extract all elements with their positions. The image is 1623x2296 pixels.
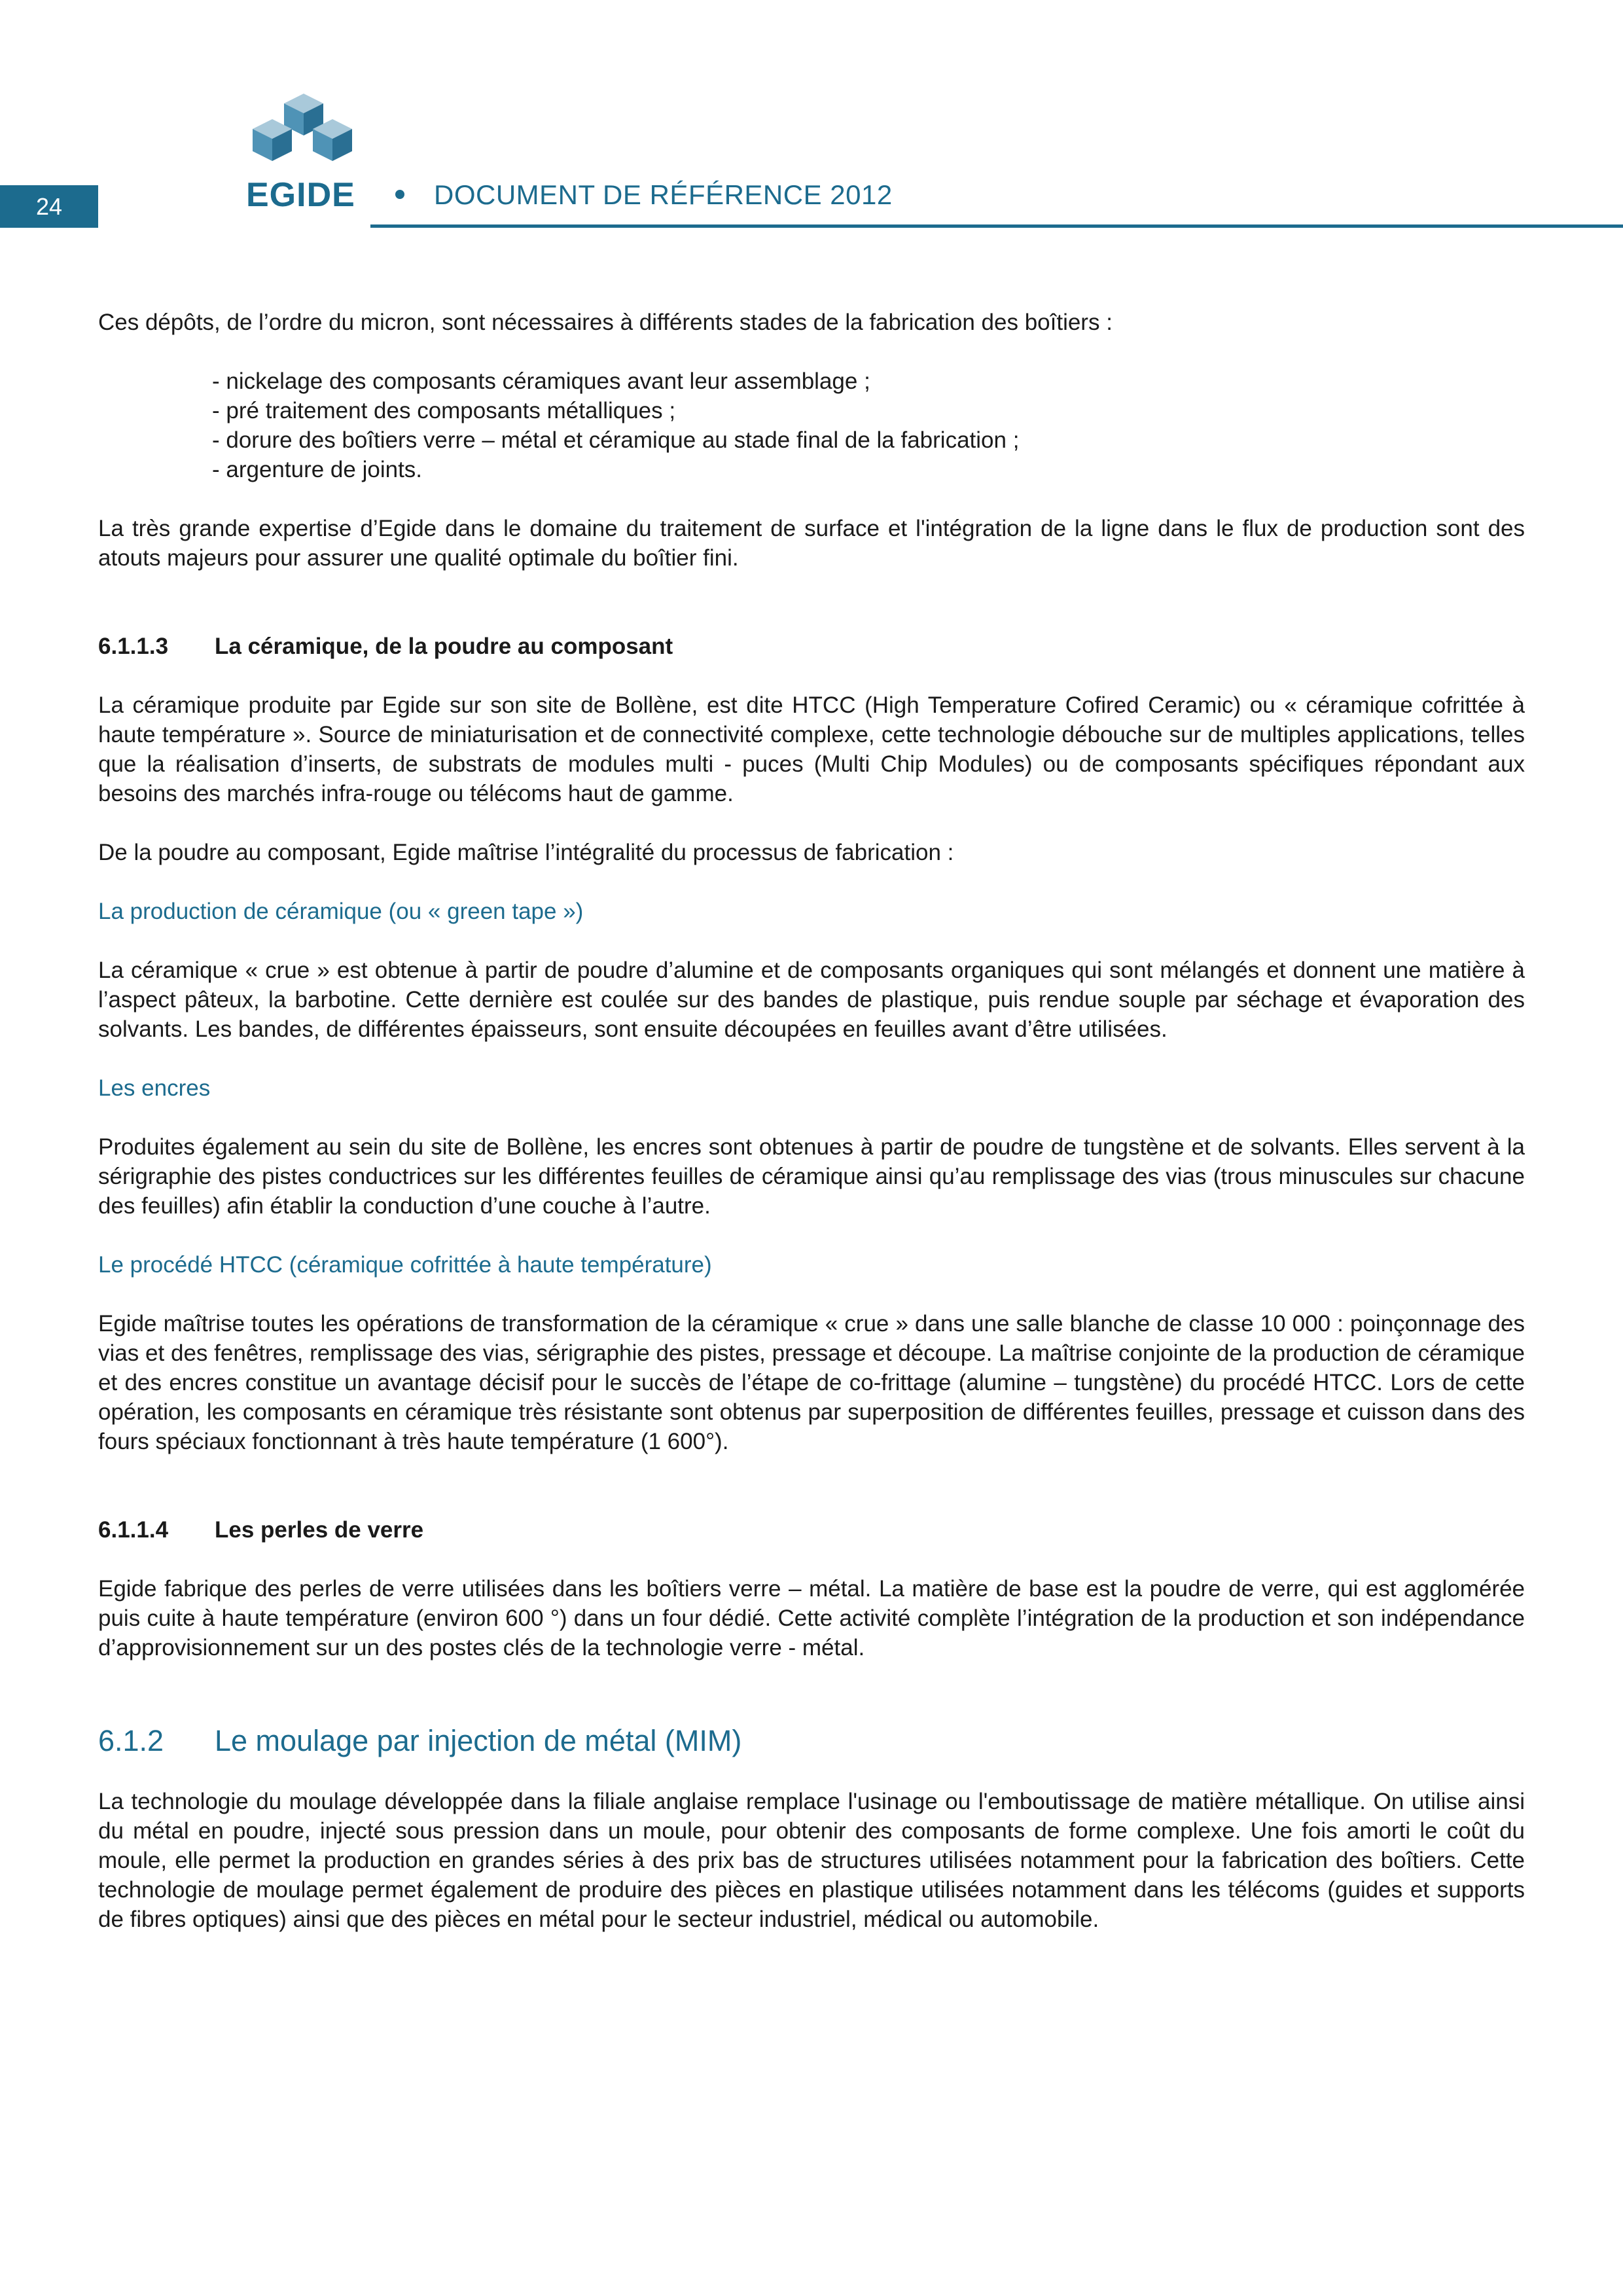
subheading-inks: Les encres — [98, 1075, 211, 1101]
header-rule — [370, 224, 1623, 228]
expertise-paragraph: La très grande expertise d’Egide dans le domaine du traitement de surface et l'intégration de la ligne dans le flux de production sont des atouts majeurs pour assurer une qualité optimale du boîtier fini. — [98, 516, 1525, 571]
glass-beads-paragraph: Egide fabrique des perles de verre utilisées dans les boîtiers verre – métal. La matière de base est la poudre de verre, qui est agglomérée puis cuite à haute température (environ 600 °) dans un four dédié. Cette activité complète l’intégration de la production et son indépendance d’approvisionnement sur un des postes clés de la technologie verre - métal. — [98, 1576, 1525, 1660]
page-number: 24 — [0, 185, 98, 228]
deposit-list — [98, 367, 1525, 484]
subheading-htcc: Le procédé HTCC (céramique cofrittée à haute température) — [98, 1252, 712, 1278]
ceramic-paragraph: La céramique produite par Egide sur son site de Bollène, est dite HTCC (High Temperature Cofired Ceramic) ou « céramique cofrittée à haute température ». Source de miniaturisation et de connectivité complexe, cette technologie débouche sur de multiples applications, telles que la réalisation d’inserts, de substrats de modules multi - puces (Multi Chip Modules) ou de composants spécifiques répondant aux besoins des marchés infra-rouge ou télécoms haut de gamme. — [98, 692, 1525, 806]
section-title: La céramique, de la poudre au composant — [215, 634, 673, 659]
header-bullet — [395, 190, 404, 199]
process-intro-paragraph: De la poudre au composant, Egide maîtrise l’intégralité du processus de fabrication : — [98, 840, 954, 865]
section-number: 6.1.2 — [98, 1724, 164, 1757]
list-item: - argenture de joints. — [212, 457, 423, 482]
egide-logo-text: EGIDE — [246, 176, 355, 214]
inks-paragraph: Produites également au sein du site de Bollène, les encres sont obtenues à partir de poudre de tungstène et de solvants. Elles servent à la sérigraphie des pistes conductrices sur les différentes feuilles de céramique ainsi qu’au remplissage des vias (trous minuscules sur chacune des feuilles) afin établir la conduction d’une couche à l’autre. — [98, 1134, 1525, 1219]
intro-paragraph: Ces dépôts, de l’ordre du micron, sont nécessaires à différents stades de la fabrication des boîtiers : — [98, 310, 1113, 335]
section-title: Le moulage par injection de métal (MIM) — [215, 1724, 742, 1757]
list-item: - nickelage des composants céramiques avant leur assemblage ; — [212, 368, 870, 394]
section-heading-6113 — [98, 632, 1525, 661]
page-content — [98, 308, 1525, 1934]
section-title: Les perles de verre — [215, 1517, 424, 1543]
section-number: 6.1.1.3 — [98, 634, 169, 659]
section-heading-6114 — [98, 1515, 1525, 1545]
htcc-paragraph: Egide maîtrise toutes les opérations de transformation de la céramique « crue » dans une salle blanche de classe 10 000 : poinçonnage des vias et des fenêtres, remplissage des vias, sérigraphie des pistes, pressage et découpe. La maîtrise conjointe de la production de céramique et des encres constitue un avantage décisif pour le succès de l’étape de co-frittage (alumine – tungstène) du procédé HTCC. Lors de cette opération, les composants en céramique très résistante sont obtenus par superposition de différentes feuilles, pressage et cuisson dans des fours spéciaux fonctionnant à très haute température (1 600°). — [98, 1311, 1525, 1454]
section-number: 6.1.1.4 — [98, 1517, 169, 1543]
subheading-green-tape: La production de céramique (ou « green tape ») — [98, 899, 584, 924]
list-item: - dorure des boîtiers verre – métal et céramique au stade final de la fabrication ; — [212, 427, 1020, 453]
section-heading-612 — [98, 1721, 1525, 1761]
document-title: DOCUMENT DE RÉFÉRENCE 2012 — [434, 179, 893, 210]
mim-paragraph: La technologie du moulage développée dans la filiale anglaise remplace l'usinage ou l'emboutissage de matière métallique. On utilise ainsi du métal en poudre, injecté sous pression dans un moule, pour obtenir des composants de forme complexe. Une fois amorti le coût du moule, elle permet la production en grandes séries à des prix bas de structures utilisées notamment pour la fabrication des boîtiers. Cette technologie de moulage permet également de produire des pièces en plastique utilisées notamment dans les télécoms (guides et supports de fibres optiques) ainsi que des pièces en métal pour le secteur industriel, médical ou automobile. — [98, 1789, 1525, 1932]
green-tape-paragraph: La céramique « crue » est obtenue à partir de poudre d’alumine et de composants organiques qui sont mélangés et donnent une matière à l’aspect pâteux, la barbotine. Cette dernière est coulée sur des bandes de plastique, puis rendue souple par séchage et évaporation des solvants. Les bandes, de différentes épaisseurs, sont ensuite découpées en feuilles avant d’être utilisées. — [98, 958, 1525, 1042]
list-item: - pré traitement des composants métalliques ; — [212, 398, 676, 423]
